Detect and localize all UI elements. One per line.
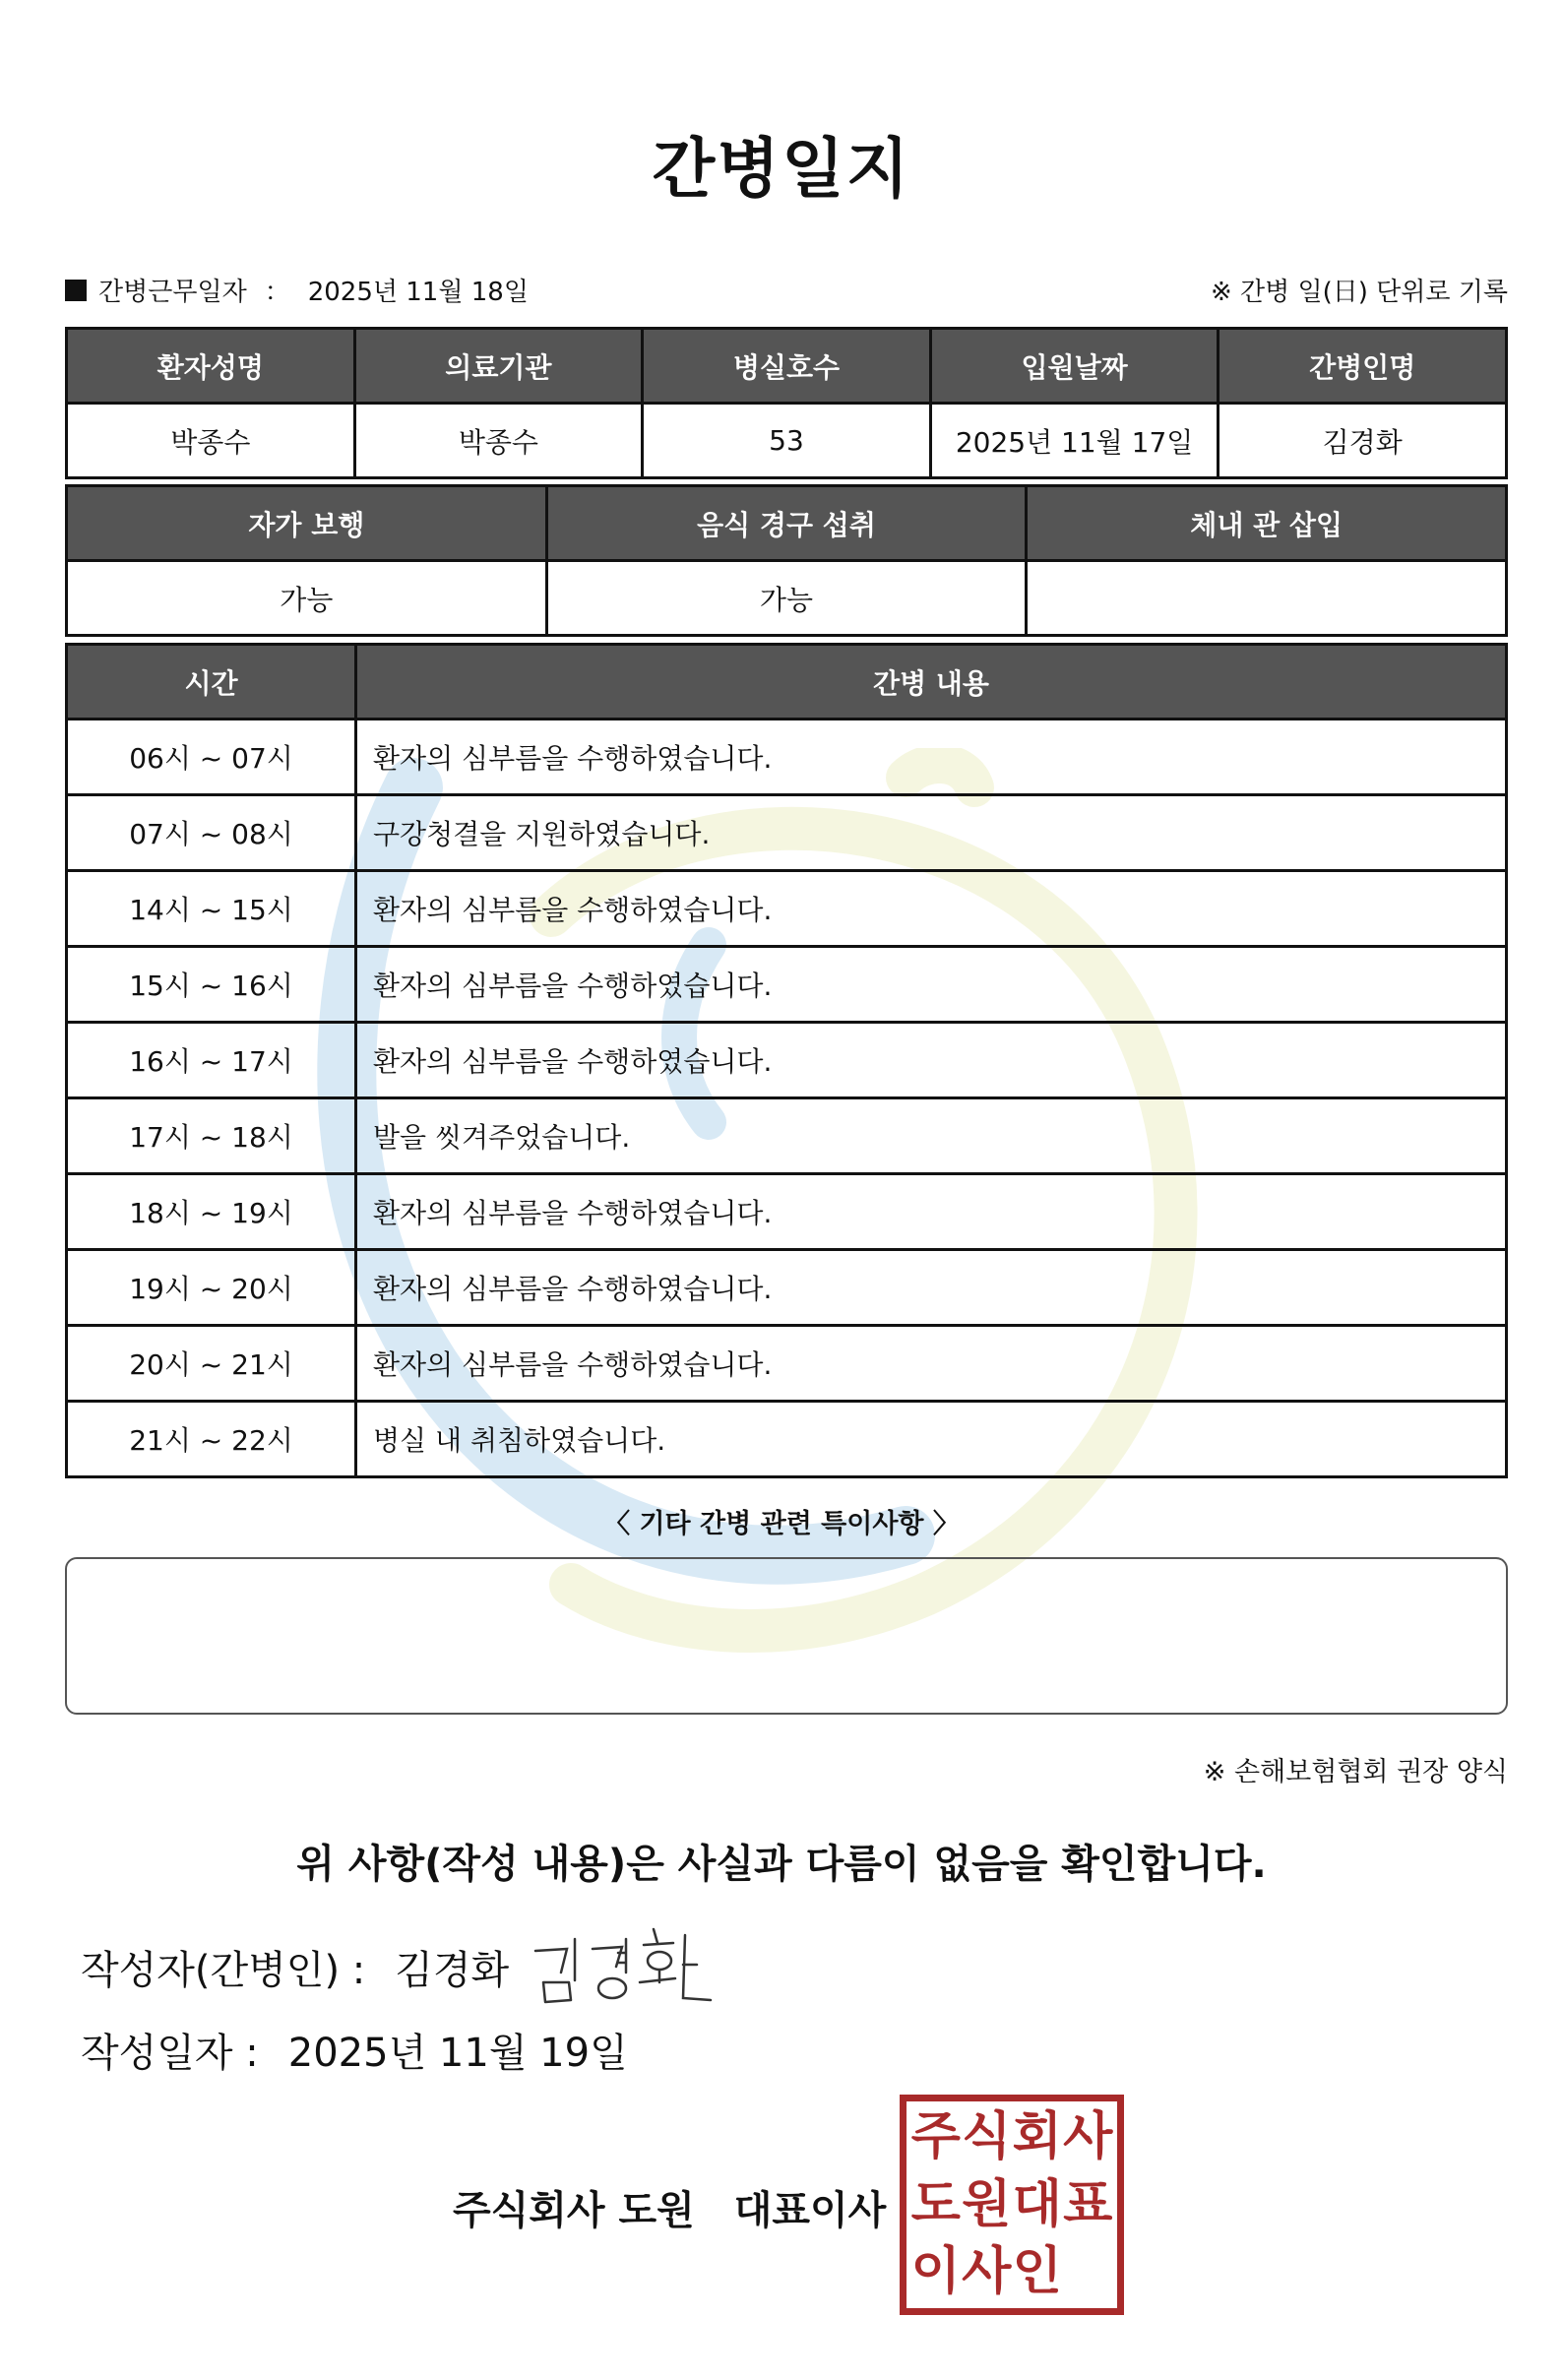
seal-char: 식 (962, 2107, 1012, 2166)
table-row (67, 720, 1507, 795)
remarks-title: 〈 기타 간병 관련 특이사항 〉 (603, 1509, 960, 1539)
handwritten-signature (528, 1921, 715, 2010)
seal-char: 사 (962, 2242, 1012, 2302)
header-care-content: 간병 내용 (356, 645, 1507, 720)
patient-name: 박종수 (67, 404, 355, 478)
seal-char: 원 (962, 2174, 1012, 2234)
log-time: 18시 ~ 19시 (67, 1174, 356, 1250)
writer-name: 김경화 (395, 1948, 510, 1993)
remarks-box (65, 1557, 1508, 1715)
log-time: 14시 ~ 15시 (67, 871, 356, 947)
header-hospital: 의료기관 (354, 329, 643, 404)
log-content: 환자의 심부름을 수행하였습니다. (356, 871, 1507, 947)
seal-char: 사 (1063, 2107, 1113, 2166)
table-row (67, 1174, 1507, 1250)
header-oral-intake: 음식 경구 섭취 (546, 486, 1027, 561)
writer-row (81, 1939, 509, 1995)
seal-char: 도 (910, 2174, 961, 2234)
table-row (67, 1326, 1507, 1402)
care-log-table (65, 643, 1508, 1478)
header-caregiver-name: 간병인명 (1219, 329, 1507, 404)
log-time: 20시 ~ 21시 (67, 1326, 356, 1402)
meta-row (65, 272, 1508, 311)
written-date-label: 작성일자 : (81, 2031, 259, 2076)
work-date-colon: ： (264, 278, 290, 307)
page-title: 간병일지 (652, 131, 911, 207)
log-time: 06시 ~ 07시 (67, 720, 356, 795)
hospital: 박종수 (354, 404, 643, 478)
work-date (65, 272, 529, 308)
seal-char: 대 (1012, 2174, 1062, 2234)
log-content: 환자의 심부름을 수행하였습니다. (356, 1174, 1507, 1250)
table-row (67, 947, 1507, 1023)
log-content: 환자의 심부름을 수행하였습니다. (356, 720, 1507, 795)
table-row (67, 1402, 1507, 1477)
log-content: 환자의 심부름을 수행하였습니다. (356, 1250, 1507, 1326)
log-content: 환자의 심부름을 수행하였습니다. (356, 1326, 1507, 1402)
header-patient-name: 환자성명 (67, 329, 355, 404)
company-signature-line (453, 2179, 886, 2235)
log-time: 15시 ~ 16시 (67, 947, 356, 1023)
log-time: 07시 ~ 08시 (67, 795, 356, 871)
seal-char: 주 (910, 2107, 961, 2166)
log-content: 구강청결을 지원하였습니다. (356, 795, 1507, 871)
log-time: 21시 ~ 22시 (67, 1402, 356, 1477)
seal-char: 이 (910, 2242, 961, 2302)
room-number: 53 (643, 404, 931, 478)
seal-char: 회 (1012, 2107, 1062, 2166)
oral-intake: 가능 (546, 561, 1027, 636)
daily-record-note: ※ 간병 일(日) 단위로 기록 (1210, 278, 1508, 307)
log-time: 16시 ~ 17시 (67, 1023, 356, 1098)
log-content: 병실 내 취침하였습니다. (356, 1402, 1507, 1477)
seal-char: 인 (1012, 2242, 1062, 2302)
header-admission-date: 입원날짜 (930, 329, 1219, 404)
work-date-label: 간병근무일자 (98, 278, 247, 307)
table-row (67, 871, 1507, 947)
header-room-number: 병실호수 (643, 329, 931, 404)
company-name: 주식회사 도원 (453, 2188, 695, 2233)
work-date-value: 2025년 11월 18일 (307, 278, 529, 307)
table-row (67, 795, 1507, 871)
writer-label: 작성자(간병인) : (81, 1948, 366, 1993)
patient-info-table (65, 327, 1508, 479)
log-content: 발을 씻겨주었습니다. (356, 1098, 1507, 1174)
table-row (67, 1250, 1507, 1326)
written-date-row (81, 2022, 628, 2078)
association-note: ※ 손해보험협회 권장 양식 (1203, 1757, 1508, 1787)
tube-insertion (1027, 561, 1507, 636)
seal-char: 표 (1063, 2174, 1113, 2234)
header-time: 시간 (67, 645, 356, 720)
log-time: 17시 ~ 18시 (67, 1098, 356, 1174)
log-content: 환자의 심부름을 수행하였습니다. (356, 947, 1507, 1023)
table-row (67, 1098, 1507, 1174)
admission-date: 2025년 11월 17일 (930, 404, 1219, 478)
written-date-value: 2025년 11월 19일 (287, 2031, 628, 2076)
table-row (67, 1023, 1507, 1098)
log-time: 19시 ~ 20시 (67, 1250, 356, 1326)
header-tube-insertion: 체내 관 삽입 (1027, 486, 1507, 561)
confirmation-statement: 위 사항(작성 내용)은 사실과 다름이 없음을 확인합니다. (296, 1842, 1267, 1887)
company-role: 대표이사 (733, 2188, 887, 2233)
log-content: 환자의 심부름을 수행하였습니다. (356, 1023, 1507, 1098)
caregiver-name: 김경화 (1219, 404, 1507, 478)
header-self-walking: 자가 보행 (67, 486, 547, 561)
seal-char (1063, 2238, 1114, 2306)
square-bullet-icon (65, 280, 87, 301)
patient-status-table (65, 484, 1508, 637)
self-walking: 가능 (67, 561, 547, 636)
company-seal-stamp (900, 2095, 1124, 2315)
